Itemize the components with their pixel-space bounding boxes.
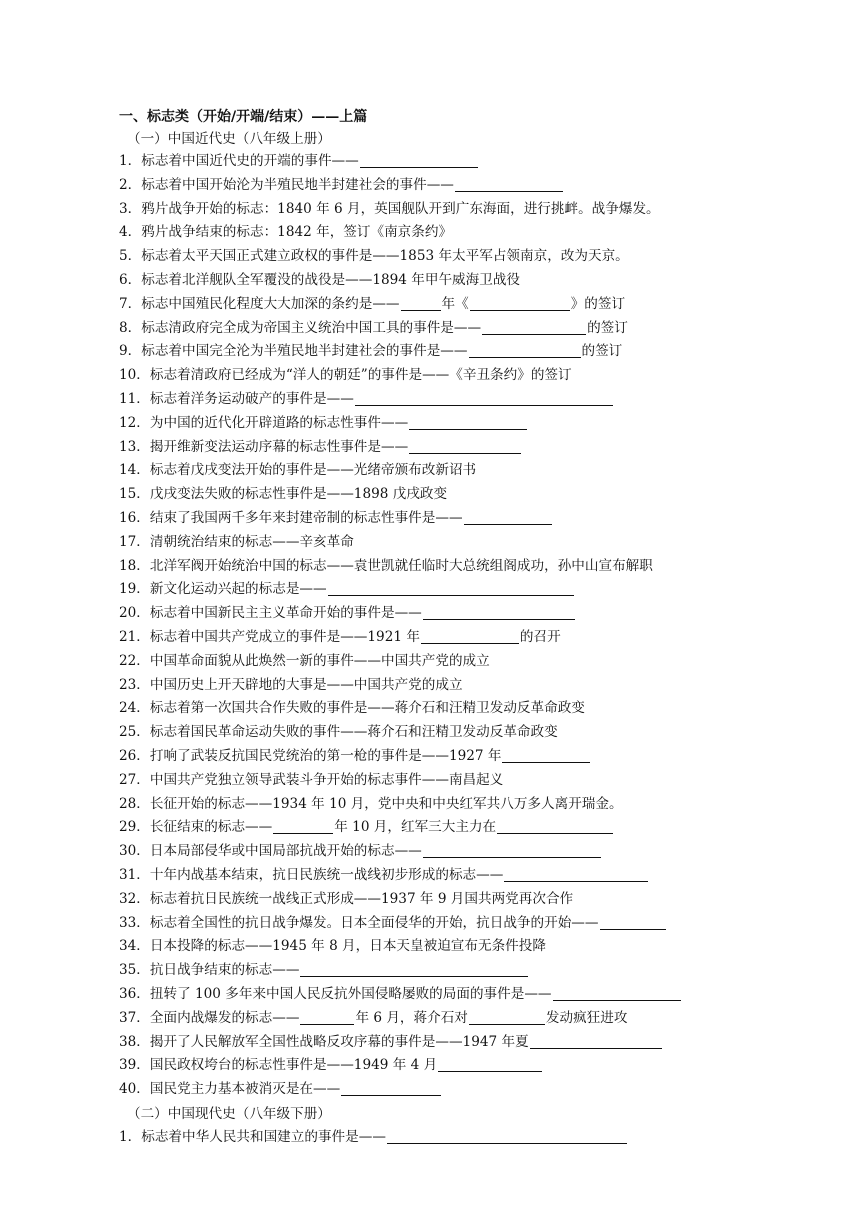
question-line <box>119 864 800 886</box>
answer-blank[interactable] <box>470 295 570 311</box>
question-text: 年 10 月，红军三大主力在 <box>334 819 497 836</box>
question-text: 标志着洋务运动破产的事件是—— <box>149 391 354 407</box>
question-text: 国民党主力基本被消灭是在—— <box>149 1081 341 1098</box>
question-number: 18． <box>119 557 150 574</box>
question-text: 结束了我国两千多年来封建帝制的标志性事件是—— <box>149 510 463 526</box>
question-line <box>119 150 800 172</box>
question-line <box>119 531 800 553</box>
question-number: 12． <box>119 414 150 431</box>
question-line <box>119 602 800 624</box>
question-text: 鸦片战争开始的标志：1840 年 6 月，英国舰队开到广东海面，进行挑衅。战争爆发。 <box>141 200 660 217</box>
answer-blank[interactable] <box>469 342 581 358</box>
question-text: 标志着全国性的抗日战争爆发。日本全面侵华的开始，抗日战争的开始—— <box>149 914 599 931</box>
question-text: 长征开始的标志——1934 年 10 月，党中央和中央红军共八万多人离开瑞金。 <box>149 795 623 812</box>
question-text: 揭开维新变法运动序幕的标志性事件是—— <box>149 438 409 455</box>
question-line <box>119 959 800 981</box>
question-number: 37． <box>119 1009 150 1026</box>
question-line <box>119 174 800 196</box>
question-number: 39． <box>119 1057 150 1074</box>
question-number: 20． <box>119 605 150 622</box>
question-number: 32． <box>119 890 150 907</box>
question-text: 的签订 <box>581 343 623 360</box>
question-text: 标志着中华人民共和国建立的事件是—— <box>141 1128 386 1145</box>
question-text: 新文化运动兴起的标志是—— <box>149 581 327 598</box>
question-text: 日本投降的标志——1945 年 8 月，日本天皇被迫宣布无条件投降 <box>149 938 546 955</box>
question-text: 标志着清政府已经成为“洋人的朝廷”的事件是——《辛丑条约》的签订 <box>149 367 572 384</box>
question-line <box>119 198 800 220</box>
question-number: 1． <box>119 153 142 169</box>
question-line <box>119 721 800 743</box>
question-text: 十年内战基本结束，抗日民族统一战线初步形成的标志—— <box>149 867 504 883</box>
answer-blank[interactable] <box>553 985 681 1001</box>
question-line <box>119 697 800 719</box>
question-text: 标志着中国新民主主义革命开始的事件是—— <box>149 605 422 622</box>
question-text: 中国历史上开天辟地的大事是——中国共产党的成立 <box>149 676 463 693</box>
question-line <box>119 769 800 791</box>
question-line <box>119 912 800 934</box>
question-number: 8． <box>119 319 142 336</box>
question-line <box>119 293 800 315</box>
question-line <box>119 1126 800 1148</box>
question-text: 标志着中国完全沦为半殖民地半封建社会的事件是—— <box>141 343 468 360</box>
question-text: 标志着北洋舰队全军覆没的战役是——1894 年甲午威海卫战役 <box>141 272 521 288</box>
question-line <box>119 1031 800 1053</box>
question-text: 的签订 <box>587 319 628 336</box>
question-line <box>119 578 800 600</box>
question-text: 国民政权垮台的标志性事件是——1949 年 4 月 <box>149 1057 438 1074</box>
question-line <box>119 674 800 696</box>
question-text: 抗日战争结束的标志—— <box>149 962 300 979</box>
answer-blank[interactable] <box>600 914 666 930</box>
question-number: 34． <box>119 938 150 955</box>
question-text: 的召开 <box>519 629 561 645</box>
question-text: 标志清政府完全成为帝国主义统治中国工具的事件是—— <box>141 319 482 336</box>
question-text: 鸦片战争结束的标志：1842 年，签订《南京条约》 <box>141 224 453 241</box>
question-line <box>119 935 800 957</box>
question-text: 标志着第一次国共合作失败的事件是——蒋介石和汪精卫发动反革命政变 <box>149 700 585 717</box>
question-line <box>119 459 800 481</box>
answer-blank[interactable] <box>387 1128 627 1144</box>
question-text: 揭开了人民解放军全国性战略反攻序幕的事件是——1947 年夏 <box>149 1033 529 1050</box>
question-line <box>119 269 800 291</box>
question-text: 标志着戊戌变法开始的事件是——光绪帝颁布改新诏书 <box>149 462 477 479</box>
question-number: 19． <box>119 581 150 598</box>
question-line <box>119 840 800 862</box>
question-number: 16． <box>119 510 150 526</box>
question-text: 扭转了 100 多年来中国人民反抗外国侵略屡败的局面的事件是—— <box>149 986 552 1002</box>
question-number: 28． <box>119 795 150 812</box>
question-line <box>119 1078 800 1100</box>
question-line <box>119 340 800 362</box>
question-line <box>119 626 800 648</box>
question-line <box>119 436 800 458</box>
answer-blank[interactable] <box>455 176 563 192</box>
question-number: 35． <box>119 962 150 979</box>
question-text: 为中国的近代化开辟道路的标志性事件—— <box>149 414 409 431</box>
section-heading-modern-history: （一）中国近代史（八年级上册） <box>127 131 331 147</box>
question-number: 33． <box>119 914 150 931</box>
question-text: 》的签订 <box>570 295 626 312</box>
question-text: 标志着中国开始沦为半殖民地半封建社会的事件—— <box>141 176 454 193</box>
question-line <box>119 745 800 767</box>
question-number: 38． <box>119 1033 150 1050</box>
answer-blank[interactable] <box>409 414 527 430</box>
question-text: 长征结束的标志—— <box>149 819 273 836</box>
question-number: 27． <box>119 771 150 788</box>
question-number: 36． <box>119 986 150 1002</box>
answer-blank[interactable] <box>482 319 586 335</box>
question-text: 标志着国民革命运动失败的事件——蒋介石和汪精卫发动反革命政变 <box>149 724 558 741</box>
question-text: 打响了武装反抗国民党统治的第一枪的事件是——1927 年 <box>149 748 502 764</box>
section-heading-contemporary-history: （二）中国现代史（八年级下册） <box>127 1105 331 1122</box>
answer-blank[interactable] <box>497 818 613 834</box>
answer-blank[interactable] <box>360 152 478 168</box>
question-text: 日本局部侵华或中国局部抗战开始的标志—— <box>149 843 422 860</box>
answer-blank[interactable] <box>421 628 519 644</box>
answer-blank[interactable] <box>423 604 575 620</box>
question-number: 13． <box>119 438 150 455</box>
question-number: 2． <box>119 176 142 193</box>
question-text: 标志中国殖民化程度大大加深的条约是—— <box>141 295 400 312</box>
answer-blank[interactable] <box>423 842 601 858</box>
question-number: 21． <box>119 629 150 645</box>
question-number: 6． <box>119 272 142 288</box>
question-text: 清朝统治结束的标志——辛亥革命 <box>149 533 354 550</box>
question-text: 发动疯狂进攻 <box>545 1009 628 1026</box>
answer-blank[interactable] <box>300 961 528 977</box>
question-number: 29． <box>119 819 150 836</box>
answer-blank[interactable] <box>469 1009 545 1025</box>
question-number: 31． <box>119 867 150 883</box>
question-number: 11． <box>119 391 150 407</box>
answer-blank[interactable] <box>502 747 590 763</box>
question-line <box>119 1054 800 1076</box>
answer-blank[interactable] <box>530 1033 662 1049</box>
answer-blank[interactable] <box>464 509 552 525</box>
answer-blank[interactable] <box>328 580 574 596</box>
question-text: 戊戌变法失败的标志性事件是——1898 戊戌政变 <box>149 486 448 503</box>
question-text: 标志着太平天国正式建立政权的事件是——1853 年太平军占领南京，改为天京。 <box>141 248 629 265</box>
question-text: 年 6 月，蒋介石对 <box>355 1009 468 1026</box>
answer-blank[interactable] <box>401 295 441 311</box>
question-number: 15． <box>119 486 150 503</box>
question-line <box>119 888 800 910</box>
question-line <box>119 483 800 505</box>
question-number: 1． <box>119 1128 142 1145</box>
question-line <box>119 221 800 243</box>
question-number: 24． <box>119 700 150 717</box>
question-number: 4． <box>119 224 142 241</box>
question-line <box>119 1007 800 1029</box>
question-line <box>119 317 800 339</box>
answer-blank[interactable] <box>355 390 613 406</box>
question-number: 23． <box>119 676 150 693</box>
answer-blank[interactable] <box>409 438 521 454</box>
question-line <box>119 983 800 1005</box>
question-number: 26． <box>119 748 150 764</box>
question-text: 标志着抗日民族统一战线正式形成——1937 年 9 月国共两党再次合作 <box>149 890 574 907</box>
question-number: 25． <box>119 724 150 741</box>
question-text: 标志着中国近代史的开端的事件—— <box>141 153 359 169</box>
question-line <box>119 555 800 577</box>
question-number: 5． <box>119 248 142 265</box>
question-text: 标志着中国共产党成立的事件是——1921 年 <box>149 629 420 645</box>
question-line <box>119 650 800 672</box>
question-text: 中国共产党独立领导武装斗争开始的标志事件——南昌起义 <box>149 771 504 788</box>
page-title: 一、标志类（开始/开端/结束）——上篇 <box>119 109 368 125</box>
question-number: 14． <box>119 462 150 479</box>
question-line <box>119 364 800 386</box>
question-line <box>119 388 800 410</box>
question-text: 全面内战爆发的标志—— <box>149 1009 300 1026</box>
answer-blank[interactable] <box>504 866 648 882</box>
question-number: 7． <box>119 295 142 312</box>
answer-blank[interactable] <box>273 818 333 834</box>
question-number: 3． <box>119 200 142 217</box>
question-line <box>119 412 800 434</box>
question-text: 北洋军阀开始统治中国的标志——袁世凯就任临时大总统组阁成功，孙中山宣布解职 <box>149 557 653 574</box>
question-number: 9． <box>119 343 142 360</box>
question-number: 40． <box>119 1081 150 1098</box>
answer-blank[interactable] <box>300 1009 354 1025</box>
question-line <box>119 507 800 529</box>
question-text: 中国革命面貌从此焕然一新的事件——中国共产党的成立 <box>149 652 490 669</box>
question-line <box>119 816 800 838</box>
question-text: 年《 <box>441 295 469 312</box>
question-number: 30． <box>119 843 150 860</box>
answer-blank[interactable] <box>438 1056 542 1072</box>
question-number: 22． <box>119 652 150 669</box>
question-number: 17． <box>119 533 150 550</box>
answer-blank[interactable] <box>341 1080 441 1096</box>
question-number: 10． <box>119 367 150 384</box>
question-line <box>119 245 800 267</box>
question-line <box>119 793 800 815</box>
